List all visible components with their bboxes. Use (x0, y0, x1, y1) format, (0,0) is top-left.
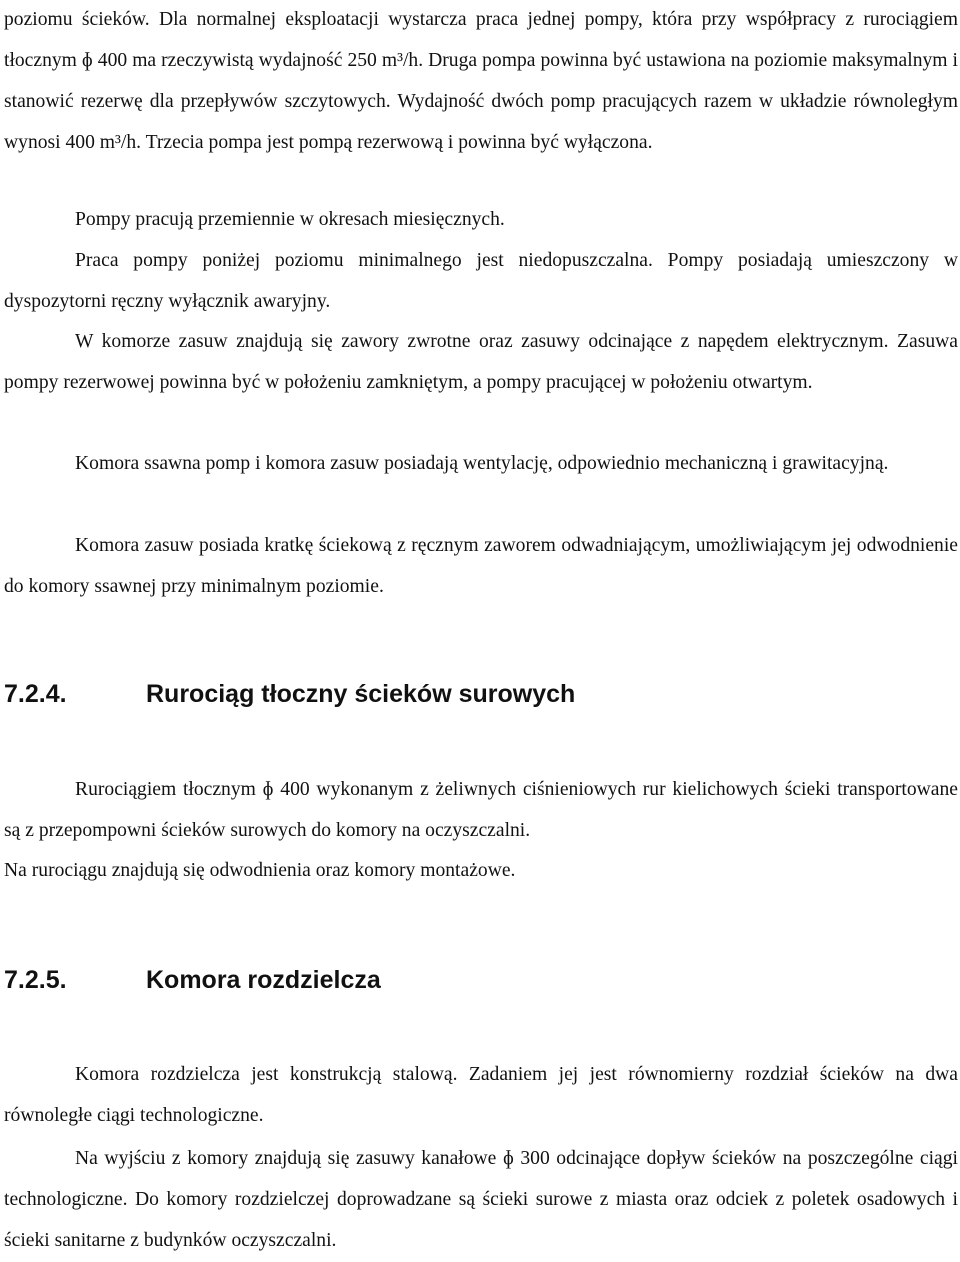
section-number: 7.2.5. (4, 966, 67, 994)
section-title: Rurociąg tłoczny ścieków surowych (146, 680, 576, 708)
paragraph-channel-valves: Na wyjściu z komory znajdują się zasuwy kanałowe ɸ 300 odcinające dopływ ścieków na poszczególne ciągi technologiczne. Do komory rozdzielczej doprowadzane są ścieki surowe z miasta oraz odciek z poletek osadowych i ścieki sanitarne z budynków oczyszczalni. (4, 1148, 958, 1251)
paragraph-pressure-pipeline: Rurociągiem tłocznym ɸ 400 wykonanym z żeliwnych ciśnieniowych rur kielichowych ścieki transportowane są z przepompowni ścieków surowych do komory na oczyszczalni. (4, 779, 958, 841)
section-heading-7-2-4 (4, 674, 958, 714)
paragraph-pump-operation: poziomu ścieków. Dla normalnej eksploatacji wystarcza praca jednej pompy, która przy współpracy z rurociągiem tłocznym ɸ 400 ma rzeczywistą wydajność 250 m³/h. Druga pompa powinna być ustawiona na poziomie maksymalnym i stanowić rezerwę dla przepływów szczytowych. Wydajność dwóch pomp pracujących razem w układzie równoległym wynosi 400 m³/h. Trzecia pompa jest pompą rezerwową i powinna być wyłączona. (4, 9, 958, 153)
paragraph-valve-chamber: W komorze zasuw znajdują się zawory zwrotne oraz zasuwy odcinające z napędem elektrycznym. Zasuwa pompy rezerwowej powinna być w położeniu zamkniętym, a pompy pracującej w położeniu otwartym. (4, 331, 958, 393)
paragraph-pump-minimum-level: Praca pompy poniżej poziomu minimalnego jest niedopuszczalna. Pompy posiadają umieszczony w dyspozytorni ręczny wyłącznik awaryjny. (4, 250, 958, 312)
paragraph-ventilation: Komora ssawna pomp i komora zasuw posiadają wentylację, odpowiednio mechaniczną i grawitacyjną. (75, 453, 889, 474)
section-number: 7.2.4. (4, 680, 67, 708)
paragraph-drainage-grate: Komora zasuw posiada kratkę ściekową z ręcznym zaworem odwadniającym, umożliwiającym jej odwodnienie do komory ssawnej przy minimalnym poziomie. (4, 535, 958, 597)
paragraph-pipeline-drains: Na rurociągu znajdują się odwodnienia oraz komory montażowe. (4, 860, 516, 881)
section-title: Komora rozdzielcza (146, 966, 381, 994)
section-heading-7-2-5 (4, 960, 958, 1000)
paragraph-distribution-chamber: Komora rozdzielcza jest konstrukcją stalową. Zadaniem jej jest równomierny rozdział ścieków na dwa równoległe ciągi technologiczne. (4, 1064, 958, 1126)
paragraph-pump-rotation: Pompy pracują przemiennie w okresach miesięcznych. (75, 209, 505, 230)
